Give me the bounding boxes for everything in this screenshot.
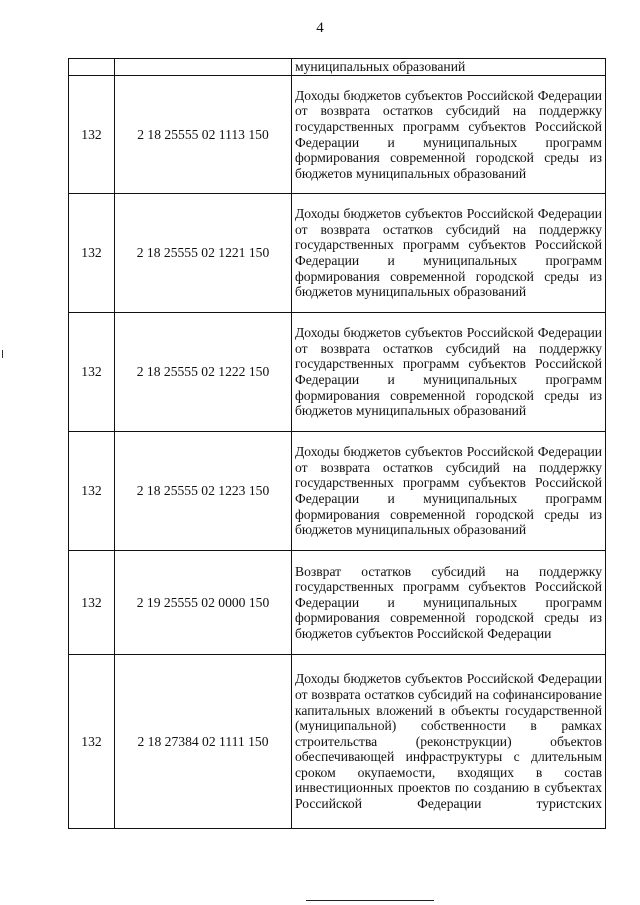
table-row — [69, 551, 606, 655]
description-cell — [292, 432, 606, 551]
admin-code-cell: 132 — [69, 76, 115, 194]
table-row — [69, 655, 606, 829]
budget-code-cell — [115, 59, 292, 76]
description-cell — [292, 76, 606, 194]
description-text: Доходы бюджетов субъектов Российской Федерации от возврата остатков субсидий на поддержку государственных программ субъектов Российской Федерации и муниципальных программ формирования современной городской среды из бюджетов муниципальных образований — [295, 206, 602, 300]
admin-code-cell: 132 — [69, 432, 115, 551]
table-row — [69, 59, 606, 76]
description-cell — [292, 551, 606, 655]
description-cell — [292, 194, 606, 313]
description-text: Доходы бюджетов субъектов Российской Федерации от возврата остатков субсидий на поддержку государственных программ субъектов Российской Федерации и муниципальных программ формирования современной городской среды из бюджетов муниципальных образований — [295, 325, 602, 419]
scan-margin-mark — [2, 350, 3, 358]
description-text: Доходы бюджетов субъектов Российской Федерации от возврата остатков субсидий на поддержку государственных программ субъектов Российской Федерации и муниципальных программ формирования современной городской среды из бюджетов муниципальных образований — [295, 87, 602, 181]
budget-code-cell: 2 18 27384 02 1111 150 — [115, 655, 292, 829]
budget-classification-table — [68, 58, 606, 829]
description-text: Доходы бюджетов субъектов Российской Федерации от возврата остатков субсидий на поддержку государственных программ субъектов Российской Федерации и муниципальных программ формирования современной городской среды из бюджетов муниципальных образований — [295, 444, 602, 538]
description-cell — [292, 59, 606, 76]
table-row — [69, 76, 606, 194]
description-text: муниципальных образований — [295, 59, 466, 75]
table-row — [69, 313, 606, 432]
budget-code-cell: 2 19 25555 02 0000 150 — [115, 551, 292, 655]
admin-code-cell: 132 — [69, 313, 115, 432]
description-text: Доходы бюджетов субъектов Российской Федерации от возврата остатков субсидий на софинансирование капитальных вложений в объекты государственной (муниципальной) собственности в рамках строительства (реконструкции) объектов обеспечивающей инфраструктуры с длительным сроком окупаемости, входящих в состав инвестиционных проектов по созданию в субъектах Российской Федерации туристских — [295, 671, 602, 812]
table-row — [69, 194, 606, 313]
admin-code-cell: 132 — [69, 194, 115, 313]
table-row — [69, 432, 606, 551]
budget-code-cell: 2 18 25555 02 1222 150 — [115, 313, 292, 432]
admin-code-cell: 132 — [69, 655, 115, 829]
budget-code-cell: 2 18 25555 02 1223 150 — [115, 432, 292, 551]
signature-line — [306, 900, 434, 901]
admin-code-cell — [69, 59, 115, 76]
budget-code-cell: 2 18 25555 02 1113 150 — [115, 76, 292, 194]
description-text: Возврат остатков субсидий на поддержку государственных программ субъектов Российской Федерации и муниципальных программ формирования современной городской среды из бюджетов субъектов Российской Федерации — [295, 563, 602, 641]
admin-code-cell: 132 — [69, 551, 115, 655]
description-cell — [292, 655, 606, 829]
page-number: 4 — [316, 20, 324, 36]
description-cell — [292, 313, 606, 432]
budget-code-cell: 2 18 25555 02 1221 150 — [115, 194, 292, 313]
